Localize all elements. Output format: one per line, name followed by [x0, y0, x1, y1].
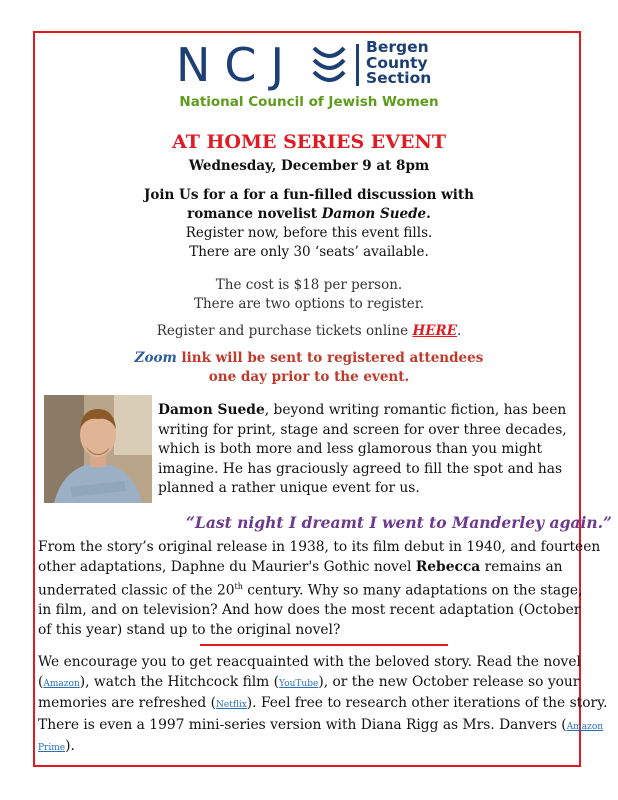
logo-section-line: County — [366, 53, 428, 72]
bio-line: writing for print, stage and screen for over three decades, — [158, 421, 567, 438]
paragraph-line — [38, 694, 608, 716]
register-text: Register and purchase tickets online — [156, 323, 413, 339]
join-text: romance novelist — [187, 206, 322, 222]
register-line — [0, 323, 618, 339]
paragraph-text: other adaptations, Daphne du Maurier's Gothic novel — [38, 558, 416, 575]
bio-line — [158, 401, 573, 421]
event-date: Wednesday, December 9 at 8pm — [188, 158, 430, 174]
register-text: . — [457, 323, 462, 339]
zoom-word: Zoom — [134, 350, 177, 366]
bio-line: imagine. He has graciously agreed to fill the spot and has — [158, 460, 563, 477]
paragraph-line: in film, and on television? And how does the most recent adaptation (October — [38, 602, 581, 619]
paragraph-text: ), watch the Hitchcock film ( — [79, 673, 280, 690]
paragraph-text: memories are refreshed ( — [38, 695, 217, 711]
novelist-name: Damon Suede — [321, 206, 427, 222]
paragraph-line: We encourage you to get reacquainted with the beloved story. Read the novel — [38, 654, 581, 670]
logo-section-name — [366, 40, 431, 87]
paragraph-text: remains an — [480, 558, 563, 575]
paragraph-line — [38, 577, 583, 601]
section-divider — [200, 644, 448, 646]
author-bio — [158, 401, 573, 499]
cost-line: The cost is $18 per person. — [215, 277, 403, 293]
author-portrait-icon — [44, 395, 152, 503]
ordinal-suffix: th — [234, 582, 243, 591]
paragraph-text: ( — [38, 673, 44, 690]
paragraph-text: ), or the new October release so your — [318, 673, 580, 690]
logo-section-line: Bergen — [366, 38, 429, 56]
join-text: . — [426, 206, 431, 222]
amazon-prime-link-cont[interactable]: Prime — [38, 743, 66, 753]
encourage-paragraph — [38, 653, 608, 759]
logo-divider — [356, 44, 359, 86]
cost-block — [0, 276, 618, 314]
amazon-prime-link[interactable]: Amazon — [566, 721, 604, 732]
paragraph-line — [38, 558, 578, 578]
join-line: There are only 30 ‘seats’ available. — [189, 244, 429, 260]
paragraph-line — [38, 673, 578, 695]
organization-name: National Council of Jewish Women — [179, 94, 439, 110]
rebecca-quote: “Last night I dreamt I went to Manderley again.” — [186, 513, 612, 532]
paragraph-text: ). Feel free to research other iterations of the story. — [246, 695, 608, 711]
paragraph-line: of this year) stand up to the original novel? — [38, 621, 341, 638]
cost-line: There are two options to register. — [193, 296, 424, 312]
author-photo — [44, 395, 152, 503]
join-line: Join Us for a for a fun-filled discussion with — [144, 187, 474, 203]
zoom-line: one day prior to the event. — [208, 369, 410, 385]
youtube-film-link[interactable]: YouTube — [279, 678, 319, 689]
paragraph-text: There is even a 1997 mini-series version with Diana Rigg as Mrs. Danvers ( — [38, 716, 567, 733]
netflix-link[interactable]: Netflix — [216, 700, 247, 710]
event-title: AT HOME SERIES EVENT — [172, 131, 446, 153]
zoom-line — [0, 349, 618, 368]
paragraph-line — [38, 737, 578, 759]
paragraph-text: century. Why so many adaptations on the stage, — [242, 582, 583, 599]
paragraph-text: ). — [65, 738, 75, 754]
logo-section-line: Section — [366, 69, 432, 87]
zoom-notice — [0, 349, 618, 387]
bio-line: planned a rather unique event for us. — [158, 480, 420, 496]
bio-name: Damon Suede — [158, 402, 265, 418]
amazon-novel-link[interactable]: Amazon — [43, 678, 80, 689]
logo-w-mark-icon — [310, 44, 350, 88]
story-paragraph — [38, 538, 601, 640]
logo-letters: NCJ — [176, 38, 299, 92]
register-here-link[interactable]: HERE — [412, 323, 457, 339]
novel-title: Rebecca — [415, 558, 481, 575]
bio-text: , beyond writing romantic fiction, has been — [264, 402, 567, 418]
join-block — [0, 186, 618, 262]
paragraph-line: From the story’s original release in 1938, to its film debut in 1940, and fourteen — [38, 539, 601, 555]
paragraph-text: underrated classic of the 20 — [38, 582, 235, 599]
paragraph-line — [38, 716, 604, 738]
join-line — [0, 205, 618, 224]
zoom-text: link will be sent to registered attendees — [176, 350, 484, 366]
join-line: Register now, before this event fills. — [185, 225, 433, 241]
bio-line: which is both more and less glamorous than you might — [158, 441, 543, 457]
